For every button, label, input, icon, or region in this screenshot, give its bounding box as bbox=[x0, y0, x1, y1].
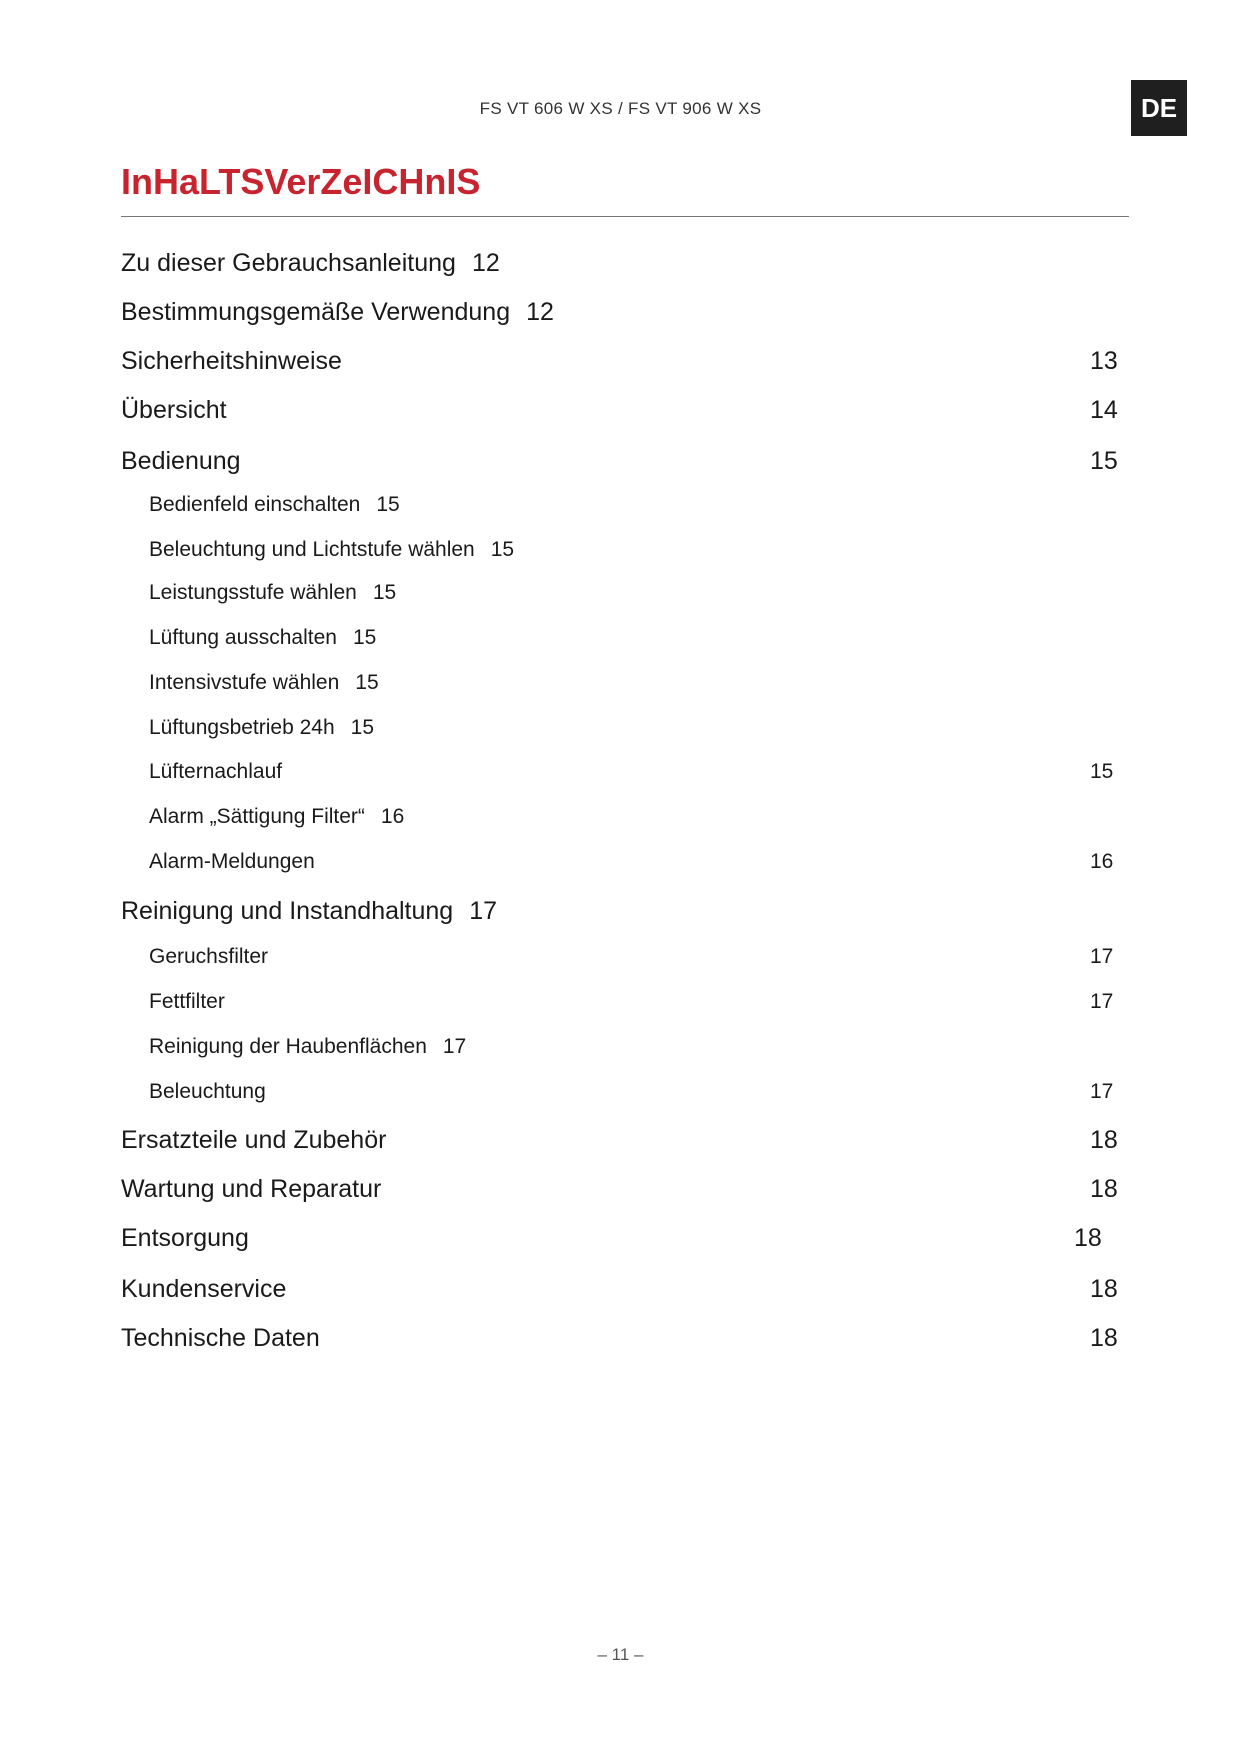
toc-entry[interactable] bbox=[0, 1027, 1241, 1067]
toc-entry[interactable] bbox=[0, 937, 1241, 977]
toc-entry-label: Beleuchtung bbox=[149, 1080, 266, 1103]
toc-entry-page: 18 bbox=[1090, 1125, 1118, 1154]
toc-entry[interactable] bbox=[0, 1218, 1241, 1258]
toc-entry-label: Übersicht bbox=[121, 395, 227, 424]
toc-entry-page: 15 bbox=[1090, 446, 1118, 475]
toc-entry[interactable] bbox=[0, 530, 1241, 570]
toc-entry[interactable] bbox=[0, 1169, 1241, 1209]
toc-entry[interactable] bbox=[0, 573, 1241, 613]
toc-entry-label: Alarm „Sättigung Filter“ bbox=[149, 805, 365, 828]
toc-entry-page: 13 bbox=[1090, 346, 1118, 375]
toc-entry-page: 17 bbox=[1090, 1080, 1114, 1103]
toc-entry-label: Wartung und Reparatur bbox=[121, 1174, 382, 1203]
toc-entry[interactable] bbox=[0, 708, 1241, 748]
document-header-model: FS VT 606 W XS / FS VT 906 W XS bbox=[479, 99, 762, 118]
toc-entry-label: Alarm-Meldungen bbox=[149, 850, 315, 873]
toc-entry-page: 15 bbox=[376, 493, 400, 516]
toc-entry-page: 14 bbox=[1090, 395, 1118, 424]
toc-entry-page: 15 bbox=[372, 581, 397, 604]
toc-entry-page: 16 bbox=[1090, 850, 1114, 873]
toc-entry[interactable] bbox=[0, 663, 1241, 703]
toc-entry-label: Kundenservice bbox=[121, 1274, 287, 1303]
page-title: InHaLTSVerZeICHnIS bbox=[121, 161, 481, 202]
toc-entry-label: Technische Daten bbox=[121, 1323, 320, 1352]
toc-entry[interactable] bbox=[0, 1269, 1241, 1309]
toc-entry[interactable] bbox=[0, 842, 1241, 882]
toc-entry[interactable] bbox=[0, 485, 1241, 525]
toc-entry-label: Lüftungsbetrieb 24h bbox=[149, 716, 335, 739]
toc-entry-label: Bedienfeld einschalten bbox=[149, 493, 361, 516]
toc-entry[interactable] bbox=[0, 618, 1241, 658]
toc-entry-page: 15 bbox=[350, 716, 375, 739]
toc-entry-label: Leistungsstufe wählen bbox=[149, 581, 357, 604]
toc-entry-page: 17 bbox=[1090, 945, 1114, 968]
language-badge: DE bbox=[1131, 80, 1187, 136]
toc-entry-page: 16 bbox=[380, 805, 405, 828]
toc-entry[interactable] bbox=[0, 441, 1241, 481]
toc-entry-page: 18 bbox=[1090, 1174, 1118, 1203]
toc-entry-label: Lüfternachlauf bbox=[149, 760, 283, 783]
toc-entry-page: 15 bbox=[490, 538, 515, 561]
toc-entry-label: Bestimmungsgemäße Verwendung bbox=[121, 297, 511, 326]
toc-entry-page: 18 bbox=[1090, 1274, 1118, 1303]
toc-entry-page: 18 bbox=[1090, 1323, 1118, 1352]
toc-entry[interactable] bbox=[0, 891, 1241, 931]
toc-entry-label: Ersatzteile und Zubehör bbox=[121, 1125, 387, 1154]
toc-entry-page: 12 bbox=[471, 248, 500, 277]
toc-entry-label: Zu dieser Gebrauchsanleitung bbox=[121, 248, 456, 277]
toc-entry[interactable] bbox=[0, 1318, 1241, 1358]
toc-entry-page: 15 bbox=[355, 671, 379, 694]
toc-entry-label: Reinigung und Instandhaltung bbox=[121, 896, 454, 925]
toc-entry-label: Entsorgung bbox=[121, 1223, 249, 1252]
toc-entry-page: 15 bbox=[352, 626, 377, 649]
toc-entry[interactable] bbox=[0, 243, 1241, 283]
toc-entry-page: 17 bbox=[1090, 990, 1114, 1013]
toc-entry[interactable] bbox=[0, 982, 1241, 1022]
toc-entry-label: Intensivstufe wählen bbox=[149, 671, 340, 694]
toc-entry-label: Beleuchtung und Lichtstufe wählen bbox=[149, 538, 475, 561]
toc-entry[interactable] bbox=[0, 292, 1241, 332]
toc-entry-label: Sicherheitshinweise bbox=[121, 346, 342, 375]
toc-entry-label: Geruchsfilter bbox=[149, 945, 269, 968]
toc-entry-label: Fettfilter bbox=[149, 990, 225, 1013]
toc-entry[interactable] bbox=[0, 752, 1241, 792]
toc-entry-page: 15 bbox=[1090, 760, 1114, 783]
toc-entry[interactable] bbox=[0, 341, 1241, 381]
toc-entry[interactable] bbox=[0, 797, 1241, 837]
toc-entry-page: 17 bbox=[469, 896, 498, 925]
toc-entry-label: Reinigung der Haubenflächen bbox=[149, 1035, 427, 1058]
toc-entry-page: 12 bbox=[526, 297, 554, 326]
title-divider bbox=[121, 216, 1129, 217]
toc-entry[interactable] bbox=[0, 1120, 1241, 1160]
toc-entry-label: Bedienung bbox=[121, 446, 241, 475]
toc-entry[interactable] bbox=[0, 1072, 1241, 1112]
toc-entry-page: 18 bbox=[1074, 1223, 1102, 1252]
toc-entry[interactable] bbox=[0, 390, 1241, 430]
toc-entry-label: Lüftung ausschalten bbox=[149, 626, 337, 649]
page-number: – 11 – bbox=[597, 1645, 644, 1664]
toc-entry-page: 17 bbox=[442, 1035, 467, 1058]
